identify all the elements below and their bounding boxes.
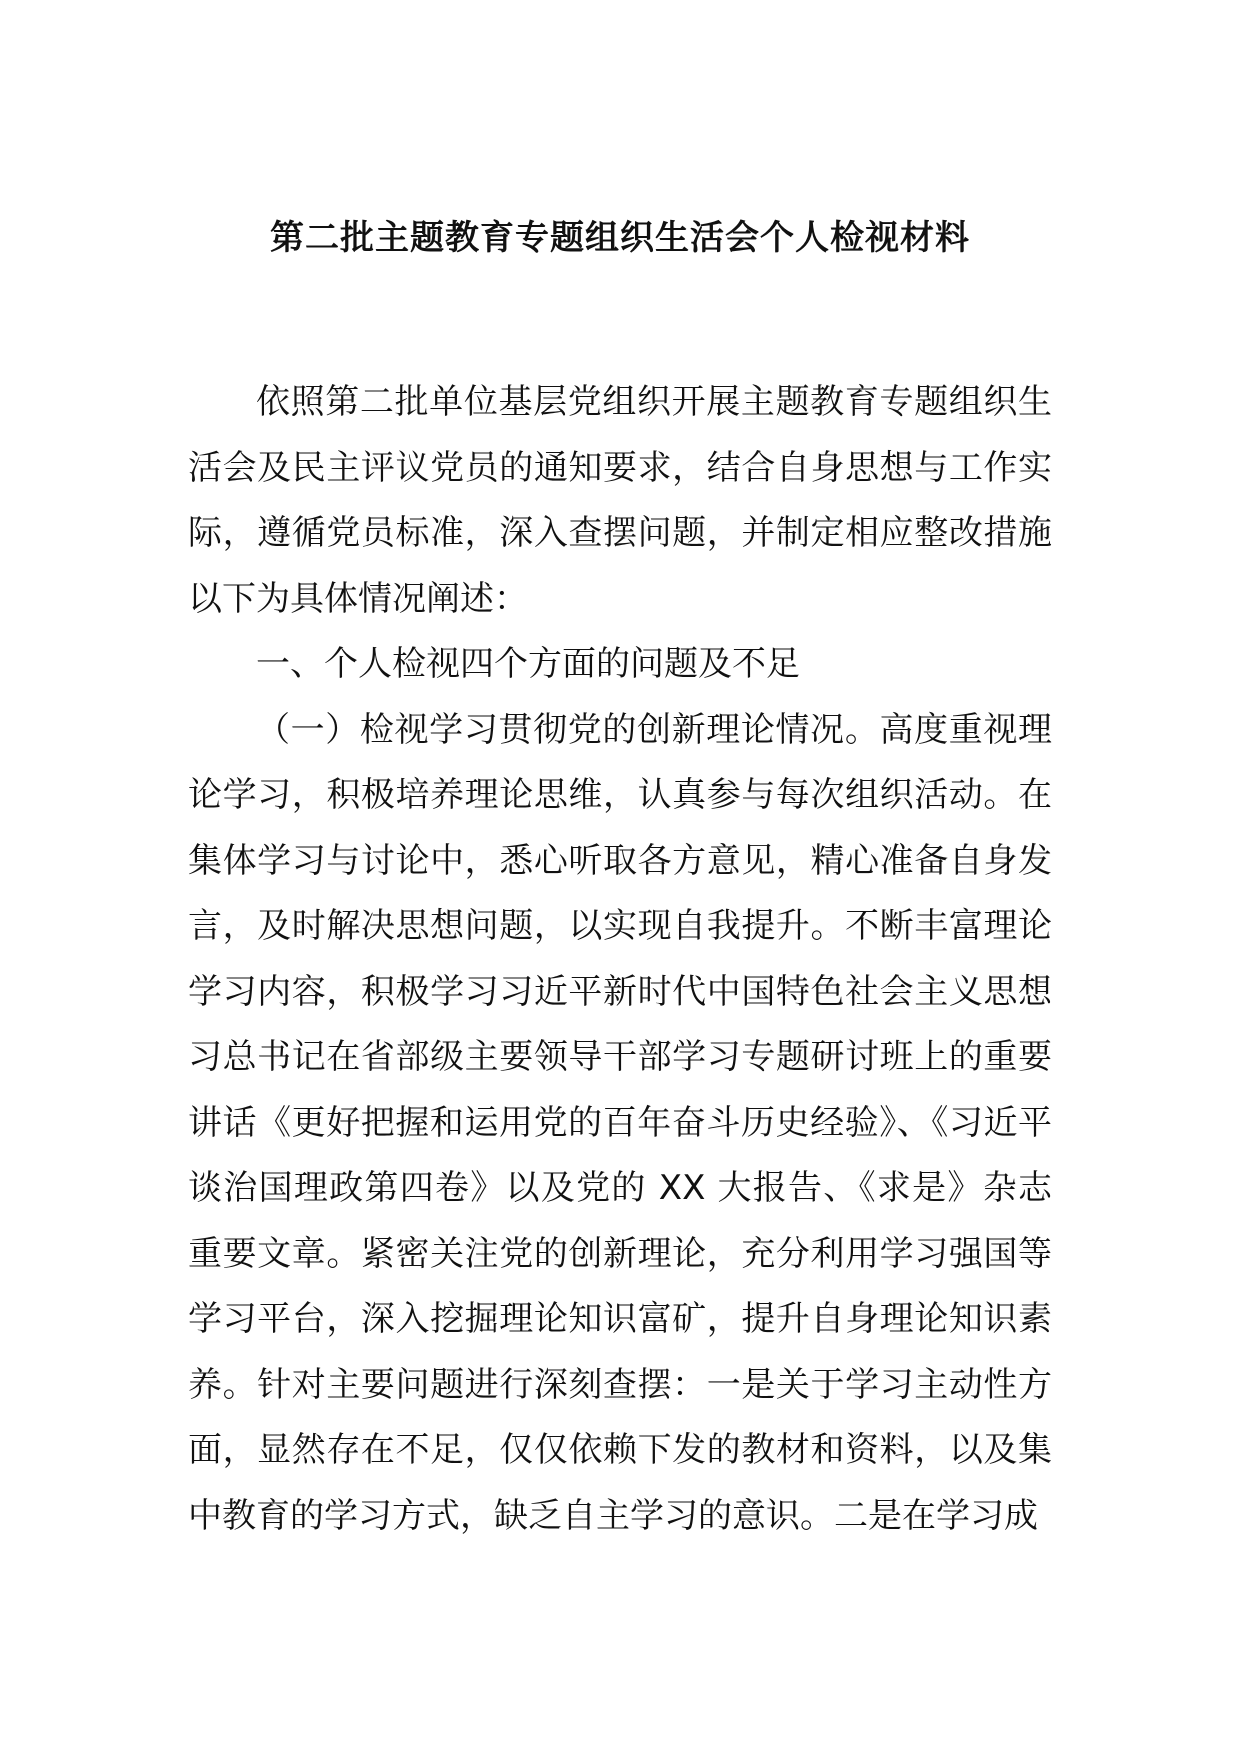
document-body: [188, 370, 1052, 1549]
intro-paragraph: 依照第二批单位基层党组织开展主题教育专题组织生活会及民主评议党员的通知要求，结合自身思想与工作实际，遵循党员标准，深入查摆问题，并制定相应整改措施以下为具体情况阐述：: [188, 382, 1052, 619]
subsection-paragraph: （一）检视学习贯彻党的创新理论情况。高度重视理论学习，积极培养理论思维，认真参与每次组织活动。在集体学习与讨论中，悉心听取各方意见，精心准备自身发言，及时解决思想问题，以实现自我提升。不断丰富理论学习内容，积极学习习近平新时代中国特色社会主义思想习总书记在省部级主要领导干部学习专题研讨班上的重要讲话《更好把握和运用党的百年奋斗历史经验》、《习近平谈治国理政第四卷》以及党的 XX 大报告、《求是》杂志重要文章。紧密关注党的创新理论，充分利用学习强国等学习平台，深入挖掘理论知识富矿，提升自身理论知识素养。针对主要问题进行深刻查摆：一是关于学习主动性方面，显然存在不足，仅仅依赖下发的教材和资料，以及集中教育的学习方式，缺乏自主学习的意识。二是在学习成: [188, 709, 1052, 1536]
document-title: 第二批主题教育专题组织生活会个人检视材料: [270, 218, 970, 258]
section-heading: 一、个人检视四个方面的问题及不足: [256, 644, 800, 684]
